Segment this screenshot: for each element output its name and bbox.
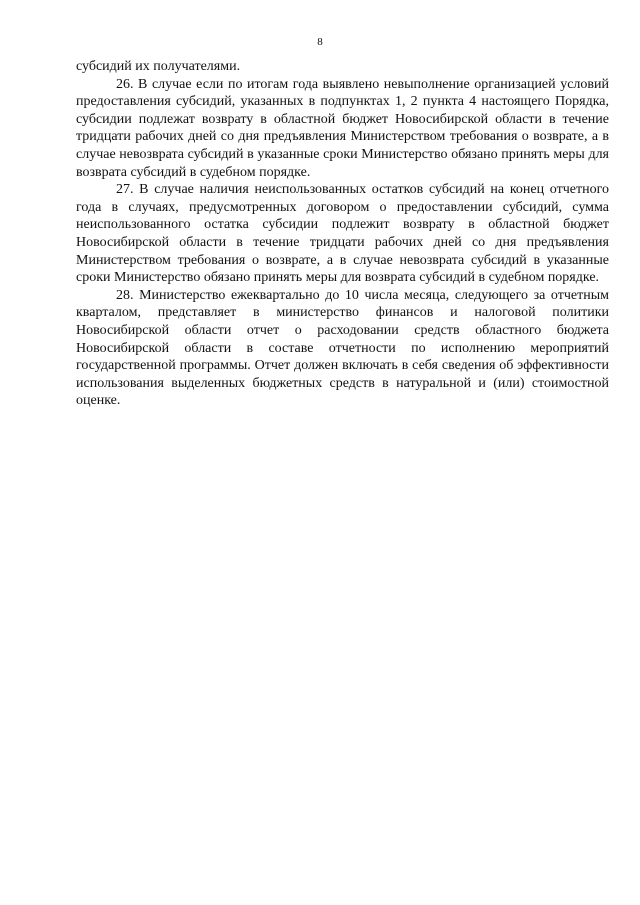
paragraph-26: 26. В случае если по итогам года выявлено невыполнение организацией условий предоставления субсидий, указанных в подпунктах 1, 2 пункта 4 настоящего Порядка, субсидии подлежат возврату в областной бюджет Новосибирской области в течение тридцати рабочих дней со дня предъявления Министерством требования о возврате, а в случае невозврата субсидий в указанные сроки Министерство обязано принять меры для возврата субсидий в судебном порядке.: [76, 76, 609, 180]
paragraph-28: 28. Министерство ежеквартально до 10 числа месяца, следующего за отчетным кварталом, представляет в министерство финансов и налоговой политики Новосибирской области отчет о расходовании средств областного бюджета Новосибирской области в составе отчетности по исполнению мероприятий государственной программы. Отчет должен включать в себя сведения об эффективности использования выделенных бюджетных средств в натуральной и (или) стоимостной оценке.: [76, 287, 609, 409]
paragraph-continuation: субсидий их получателями.: [76, 59, 241, 74]
page-number: 8: [317, 36, 323, 48]
paragraph-27: 27. В случае наличия неиспользованных остатков субсидий на конец отчетного года в случаях, предусмотренных договором о предоставлении субсидий, сумма неиспользованного остатка субсидии подлежит возврату в областной бюджет Новосибирской области в течение тридцати рабочих дней со дня предъявления Министерством требования о возврате, а в случае невозврата субсидий в указанные сроки Министерство обязано принять меры для возврата субсидий в судебном порядке.: [76, 182, 609, 286]
document-body: [76, 58, 609, 410]
